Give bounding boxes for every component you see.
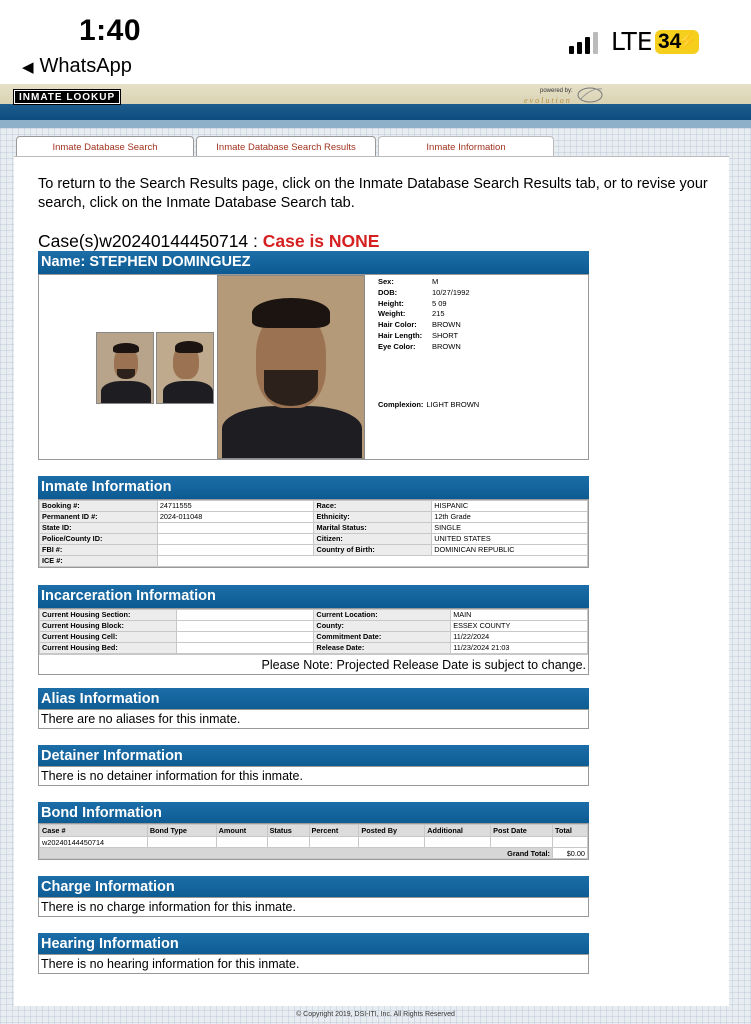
- table-row: FBI #: Country of Birth: DOMINICAN REPUBLIC: [40, 545, 588, 556]
- hearing-information-message: There is no hearing information for this inmate.: [38, 954, 589, 974]
- grand-total-value: $0.00: [552, 848, 587, 859]
- table-row: Booking #: 24711555 Race: HISPANIC: [40, 501, 588, 512]
- inmate-information-header: Inmate Information: [38, 476, 589, 499]
- charge-information-header: Charge Information: [38, 876, 589, 899]
- complexion-field: Complexion: LIGHT BROWN: [378, 400, 480, 409]
- inmate-information-table: [38, 499, 589, 568]
- tab-inmate-information[interactable]: Inmate Information: [378, 136, 554, 158]
- alias-information-message: There are no aliases for this inmate.: [38, 709, 589, 729]
- evolution-brand: evolution: [524, 96, 572, 105]
- mugshot-front-thumbnail[interactable]: [96, 332, 154, 404]
- status-bar: [0, 0, 751, 84]
- case-number: Case(s)w20240144450714 :: [38, 231, 263, 251]
- status-time: 1:40: [79, 14, 142, 47]
- table-row: ICE #:: [40, 556, 588, 567]
- name-section-box: [38, 274, 589, 460]
- case-status: Case is NONE: [262, 231, 380, 251]
- copyright-footer: © Copyright 2019, DSI-ITI, Inc. All Rights Reserved: [296, 1011, 455, 1018]
- column-header: Additional: [425, 825, 491, 837]
- table-row: Current Housing Cell: Commitment Date: 11/22/2024: [40, 632, 588, 643]
- battery-level: 34: [658, 30, 682, 53]
- table-row: Police/County ID: Citizen: UNITED STATES: [40, 534, 588, 545]
- column-header: Posted By: [359, 825, 425, 837]
- detainer-information-header: Detainer Information: [38, 745, 589, 768]
- release-date-note: Please Note: Projected Release Date is subject to change.: [39, 654, 588, 674]
- column-header: Bond Type: [147, 825, 216, 837]
- column-header: Case #: [40, 825, 148, 837]
- signal-strength-icon: [569, 32, 603, 54]
- name-header: Name: STEPHEN DOMINGUEZ: [38, 251, 589, 274]
- table-row: Permanent ID #: 2024-011048 Ethnicity: 12th Grade: [40, 512, 588, 523]
- bond-information-table: [38, 823, 589, 860]
- alias-information-header: Alias Information: [38, 688, 589, 711]
- evolution-swirl-icon: [576, 86, 604, 104]
- incarceration-information-table: [38, 608, 589, 675]
- header-sub-bar: [0, 120, 751, 128]
- grand-total-label: Grand Total:: [40, 848, 553, 859]
- mugshot-main-photo: [217, 275, 365, 459]
- site-header: [0, 84, 751, 120]
- hearing-information-header: Hearing Information: [38, 933, 589, 956]
- back-app-label: WhatsApp: [39, 55, 132, 77]
- physical-description: Sex: M DOB: 10/27/1992 Height: 5 09 Weight: 215 Hair Color: BROWN Hair Length: SHORT Eye Color: BROWN: [378, 277, 470, 351]
- case-heading: [38, 231, 379, 252]
- table-row: Current Housing Section: Current Location: MAIN: [40, 610, 588, 621]
- intro-text: To return to the Search Results page, click on the Inmate Database Search Results tab, or to revise your search, click on the Inmate Database Search tab.: [38, 176, 708, 211]
- table-row: w20240144450714: [40, 837, 588, 848]
- back-triangle-icon: ◀: [22, 58, 34, 76]
- inmate-lookup-logo[interactable]: INMATE LOOKUP: [14, 90, 120, 104]
- column-header: Post Date: [491, 825, 553, 837]
- column-header: Status: [267, 825, 309, 837]
- column-header: Total: [552, 825, 587, 837]
- bond-information-header: Bond Information: [38, 802, 589, 825]
- detainer-information-message: There is no detainer information for this inmate.: [38, 766, 589, 786]
- back-to-app-button[interactable]: [22, 55, 132, 78]
- powered-by-label: powered by:: [540, 88, 573, 94]
- tab-inmate-database-search-results[interactable]: Inmate Database Search Results: [196, 136, 376, 158]
- mugshot-profile-thumbnail[interactable]: [156, 332, 214, 404]
- bond-header-row: [40, 825, 588, 837]
- charge-information-message: There is no charge information for this inmate.: [38, 897, 589, 917]
- table-row: Current Housing Bed: Release Date: 11/23/2024 21:03: [40, 643, 588, 654]
- column-header: Amount: [216, 825, 267, 837]
- column-header: Percent: [309, 825, 359, 837]
- table-row: Current Housing Block: County: ESSEX COUNTY: [40, 621, 588, 632]
- incarceration-information-header: Incarceration Information: [38, 585, 589, 608]
- battery-icon: [655, 30, 699, 54]
- tab-inmate-database-search[interactable]: Inmate Database Search: [16, 136, 194, 158]
- grand-total-row: [40, 848, 588, 859]
- network-type: LTE: [611, 27, 653, 56]
- charging-bolt-icon: ⚡: [677, 33, 697, 50]
- table-row: State ID: Marital Status: SINGLE: [40, 523, 588, 534]
